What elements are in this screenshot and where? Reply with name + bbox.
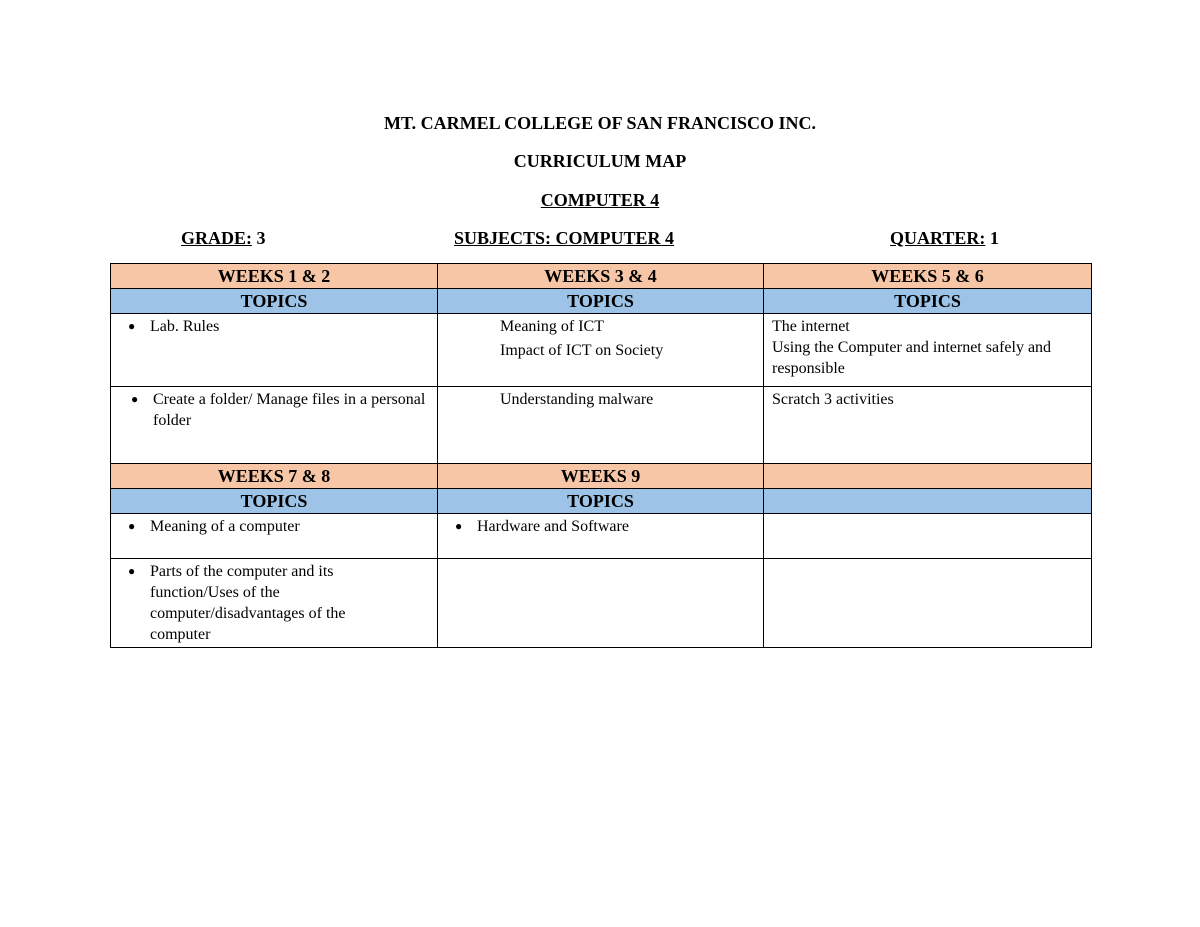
bullet-icon: ● <box>128 319 136 333</box>
weeks-header-row <box>111 464 1092 489</box>
empty-cell <box>438 559 764 648</box>
subjects-value: COMPUTER 4 <box>555 228 675 248</box>
topics-header-cell: TOPICS <box>438 289 764 314</box>
topic-text: Understanding malware <box>500 391 654 408</box>
bullet-icon: ● <box>128 564 136 578</box>
topic-cell <box>438 387 764 464</box>
topic-text: Meaning of ICT <box>500 318 604 335</box>
course-title: COMPUTER 4 <box>540 190 660 210</box>
grade-label: GRADE: <box>181 228 252 248</box>
topics-header-cell: TOPICS <box>111 489 438 514</box>
table-row <box>111 514 1092 559</box>
subjects-label: SUBJECTS: <box>454 228 552 248</box>
topic-text: Impact of ICT on Society <box>500 342 664 359</box>
topics-header-cell: TOPICS <box>764 289 1092 314</box>
topic-cell <box>111 314 438 387</box>
empty-cell <box>764 559 1092 648</box>
topic-cell <box>764 314 1092 387</box>
document-title: CURRICULUM MAP <box>513 151 687 171</box>
bullet-icon: ● <box>455 519 463 533</box>
topic-cell <box>111 514 438 559</box>
grade-field <box>181 228 266 248</box>
quarter-label: QUARTER: <box>890 228 986 248</box>
topics-header-row <box>111 489 1092 514</box>
weeks-header-cell: WEEKS 3 & 4 <box>438 264 764 289</box>
table-row <box>111 387 1092 464</box>
list-item: ● Meaning of a computer <box>128 518 300 535</box>
table-row <box>111 559 1092 648</box>
topics-header-cell: TOPICS <box>438 489 764 514</box>
topics-header-cell: TOPICS <box>111 289 438 314</box>
topic-cell <box>111 387 438 464</box>
weeks-header-cell <box>764 464 1092 489</box>
topic-cell <box>764 387 1092 464</box>
topic-text: The internet <box>772 318 850 335</box>
topics-header-cell <box>764 489 1092 514</box>
list-item: ● Parts of the computer and its function/Uses of the computer/disadvantages of the computer <box>128 563 346 643</box>
weeks-header-cell: WEEKS 5 & 6 <box>764 264 1092 289</box>
bullet-icon: ● <box>128 519 136 533</box>
topic-cell <box>438 314 764 387</box>
grade-value: 3 <box>256 228 266 248</box>
topics-header-row <box>111 289 1092 314</box>
quarter-value: 1 <box>989 228 999 248</box>
topic-cell <box>438 514 764 559</box>
weeks-header-cell: WEEKS 1 & 2 <box>111 264 438 289</box>
topic-text: Scratch 3 activities <box>772 391 894 408</box>
subjects-field <box>454 228 674 248</box>
list-item: ● Hardware and Software <box>455 518 629 535</box>
empty-cell <box>764 514 1092 559</box>
topic-cell <box>111 559 438 648</box>
bullet-icon: ● <box>131 392 139 406</box>
table-row <box>111 314 1092 387</box>
school-name: MT. CARMEL COLLEGE OF SAN FRANCISCO INC. <box>383 113 817 133</box>
curriculum-table <box>110 263 1092 648</box>
list-item: ● Create a folder/ Manage files in a personal folder <box>131 391 426 429</box>
quarter-field <box>890 228 999 248</box>
weeks-header-cell: WEEKS 7 & 8 <box>111 464 438 489</box>
weeks-header-row <box>111 264 1092 289</box>
topic-text: Using the Computer and internet safely and responsible <box>772 339 1052 377</box>
list-item: ● Lab. Rules <box>128 318 220 335</box>
weeks-header-cell: WEEKS 9 <box>438 464 764 489</box>
